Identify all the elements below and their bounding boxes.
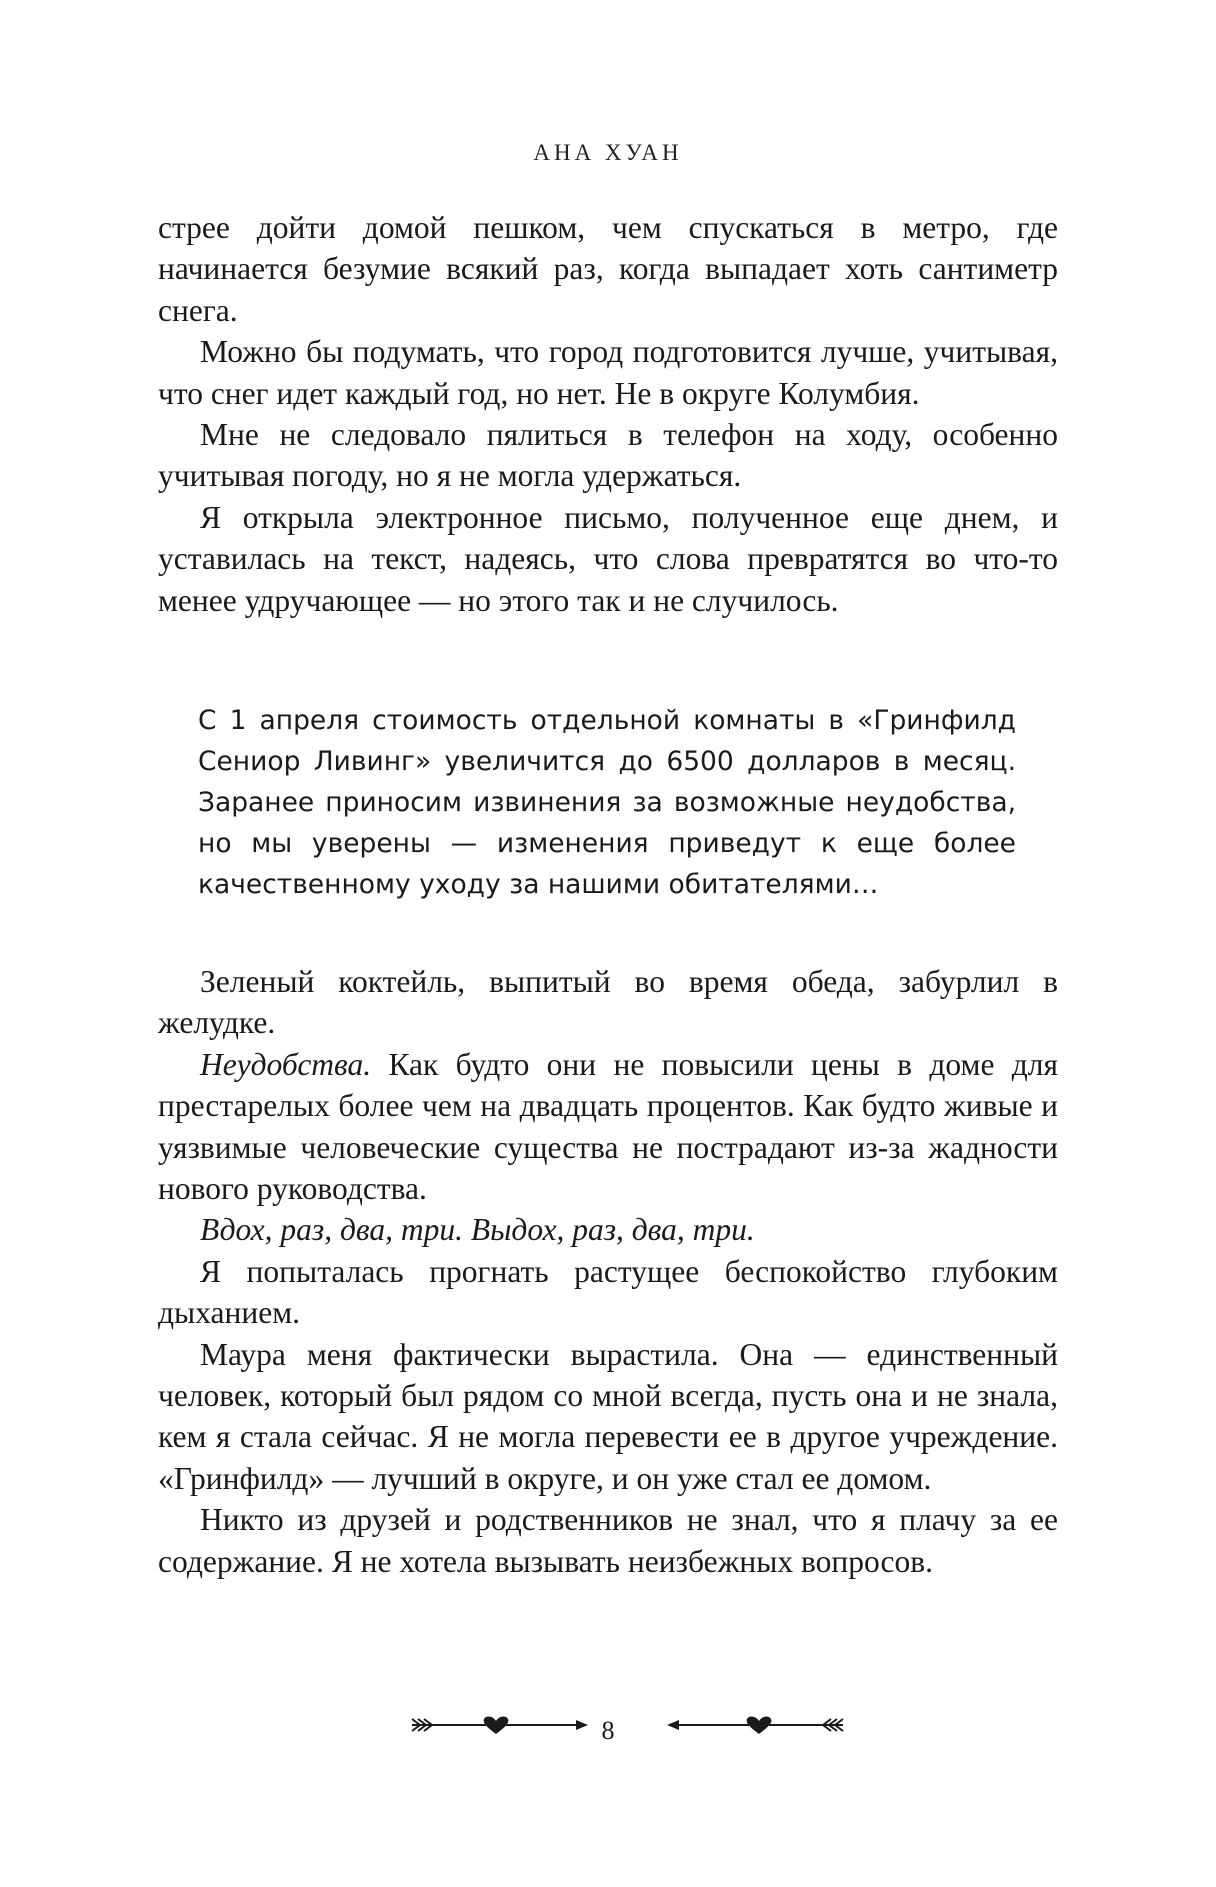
email-text: С 1 апреля стоимость отдельной комнаты в «Гринфилд Сениор Ливинг» увеличится до 6500 долларов в месяц. Заранее приносим извинения за возможные неудобства, но мы уверены — изменения приведут к еще более качественному уходу за нашими обитателями… [198,705,1016,900]
email-quote [198,700,1016,905]
paragraph: Можно бы подумать, что город подготовится лучше, учитывая, что снег идет каждый год, но нет. Не в округе Колумбия. [158,334,1058,411]
arrow-heart-left-ornament [655,1710,845,1740]
paragraph: Маура меня фактически вырастила. Она — единственный человек, который был рядом со мной всегда, пусть она и не знала, кем я стала сейчас. Я не могла перевести ее в другое учреждение. «Гринфилд» — лучший в округе, и он уже стал ее домом. [158,1336,1058,1496]
paragraph-rest: Как будто они не повысили цены в доме для престарелых более чем на двадцать процентов. Как будто живые и уязвимые человеческие существа не пострадают из-за жадности нового руководства. [158,1046,1058,1207]
arrow-heart-right-ornament [410,1710,600,1740]
body-text-bottom [158,961,1058,1582]
paragraph-with-italic [158,1044,1058,1210]
running-head-author: АНА ХУАН [533,140,683,165]
paragraph: Мне не следовало пялиться в телефон на ходу, особенно учитывая погоду, но я не могла удержаться. [158,417,1058,494]
paragraph: Никто из друзей и родственников не знал, что я плачу за ее содержание. Я не хотела вызывать неизбежных вопросов. [158,1502,1058,1579]
body-text-top [158,207,1058,621]
paragraph: Зеленый коктейль, выпитый во время обеда, забурлил в желудке. [158,964,1058,1041]
paragraph: Я открыла электронное письмо, полученное еще днем, и уставилась на текст, надеясь, что слова превратятся во что-то менее удручающее — но этого так и не случилось. [158,499,1058,618]
paragraph: Я попыталась прогнать растущее беспокойство глубоким дыханием. [158,1253,1058,1331]
breathing-line: Вдох, раз, два, три. Выдох, раз, два, три. [200,1212,755,1248]
page-number: 8 [601,1716,615,1745]
italic-word: Неудобства. [200,1046,372,1082]
paragraph-continued: стрее дойти домой пешком, чем спускаться в метро, где начинается безумие всякий раз, когда выпадает хоть сантиметр снега. [158,210,1058,328]
